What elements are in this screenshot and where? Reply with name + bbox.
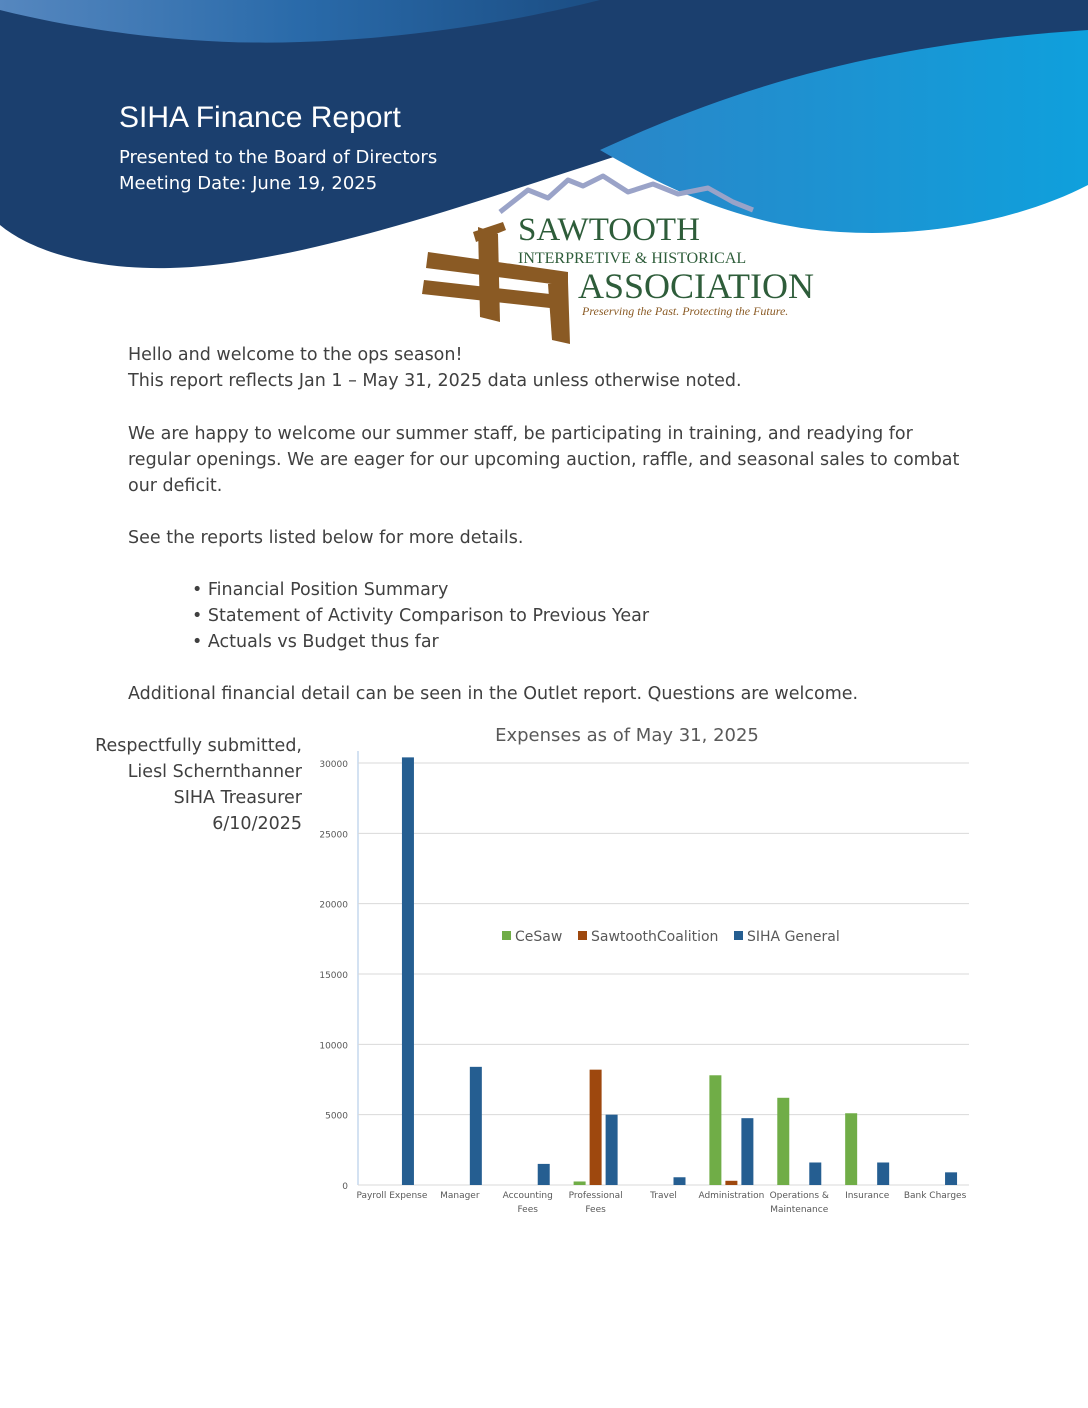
bar-siha-general (741, 1118, 753, 1185)
signature-block (95, 733, 302, 837)
x-tick-label: Payroll Expense (356, 1191, 428, 1201)
x-tick-label: Administration (698, 1191, 765, 1201)
bar-sawtoothcoalition (725, 1181, 737, 1185)
legend-label: SIHA General (747, 929, 840, 945)
y-tick-label: 20000 (319, 900, 348, 911)
list-item: • Statement of Activity Comparison to Previous Year (192, 606, 650, 626)
y-tick-label: 30000 (319, 760, 348, 770)
bar-siha-general (538, 1164, 550, 1185)
x-tick-label: Professional Fees (568, 1191, 623, 1215)
legend-swatch (578, 931, 587, 940)
bar-siha-general (945, 1172, 957, 1185)
x-tick-label: Insurance (845, 1191, 890, 1201)
y-tick-label: 10000 (319, 1041, 348, 1052)
expenses-bar-chart (312, 715, 988, 1230)
legend-label: CeSaw (515, 929, 563, 945)
y-tick-label: 25000 (319, 830, 348, 841)
report-title: SIHA Finance Report (119, 101, 401, 134)
legend-swatch (734, 931, 743, 940)
signature-name: Liesl Schernthanner (127, 762, 302, 782)
y-tick-label: 5000 (325, 1111, 348, 1122)
list-item: • Financial Position Summary (192, 580, 449, 600)
report-subtitle (119, 145, 437, 197)
bar-siha-general (674, 1177, 686, 1185)
bar-cesaw (709, 1075, 721, 1185)
bar-sawtoothcoalition (590, 1070, 602, 1185)
x-tick-label: Accounting Fees (502, 1191, 553, 1215)
period-line: This report reflects Jan 1 – May 31, 2025 data unless otherwise noted. (128, 371, 742, 391)
outlet-paragraph: Additional financial detail can be seen in the Outlet report. Questions are welcome. (128, 684, 859, 704)
meeting-date-line: Meeting Date: June 19, 2025 (119, 173, 378, 194)
presented-to-line: Presented to the Board of Directors (119, 147, 438, 168)
y-tick-label: 15000 (319, 971, 348, 981)
logo-tagline: Preserving the Past. Protecting the Future. (582, 304, 789, 318)
signature-closing: Respectfully submitted, (95, 736, 302, 756)
staff-line-2: regular openings. We are eager for our upcoming auction, raffle, and seasonal sales to combat (128, 450, 960, 470)
bar-siha-general (470, 1067, 482, 1185)
staff-line-3: our deficit. (128, 476, 223, 496)
staff-paragraph (128, 421, 968, 499)
logo-line2: INTERPRETIVE & HISTORICAL (518, 250, 747, 267)
legend-label: SawtoothCoalition (591, 929, 719, 945)
staff-line-1: We are happy to welcome our summer staff, be participating in training, and readying for (128, 424, 913, 444)
report-list (192, 577, 649, 655)
x-tick-label: Manager (440, 1191, 480, 1201)
bar-cesaw (845, 1113, 857, 1185)
bar-cesaw (574, 1181, 586, 1185)
bar-siha-general (877, 1162, 889, 1185)
list-item: • Actuals vs Budget thus far (192, 632, 439, 652)
sawtooth-association-logo (418, 172, 818, 352)
bar-siha-general (606, 1115, 618, 1185)
logo-line1: SAWTOOTH (518, 212, 700, 248)
x-tick-label: Operations & Maintenance (769, 1191, 829, 1215)
greeting-line: Hello and welcome to the ops season! (128, 345, 463, 365)
bar-siha-general (402, 757, 414, 1185)
logo-line3: ASSOCIATION (578, 266, 815, 306)
x-tick-label: Travel (650, 1191, 677, 1201)
signature-title: SIHA Treasurer (173, 788, 302, 808)
legend-swatch (502, 931, 511, 940)
reports-paragraph: See the reports listed below for more details. (128, 528, 524, 548)
intro-paragraph (128, 342, 968, 394)
bar-siha-general (809, 1162, 821, 1185)
signature-date: 6/10/2025 (212, 814, 302, 834)
bar-cesaw (777, 1098, 789, 1185)
y-tick-label: 0 (342, 1182, 348, 1192)
chart-title: Expenses as of May 31, 2025 (495, 725, 759, 746)
mountain-outline (500, 176, 753, 212)
x-tick-label: Bank Charges (903, 1191, 967, 1201)
